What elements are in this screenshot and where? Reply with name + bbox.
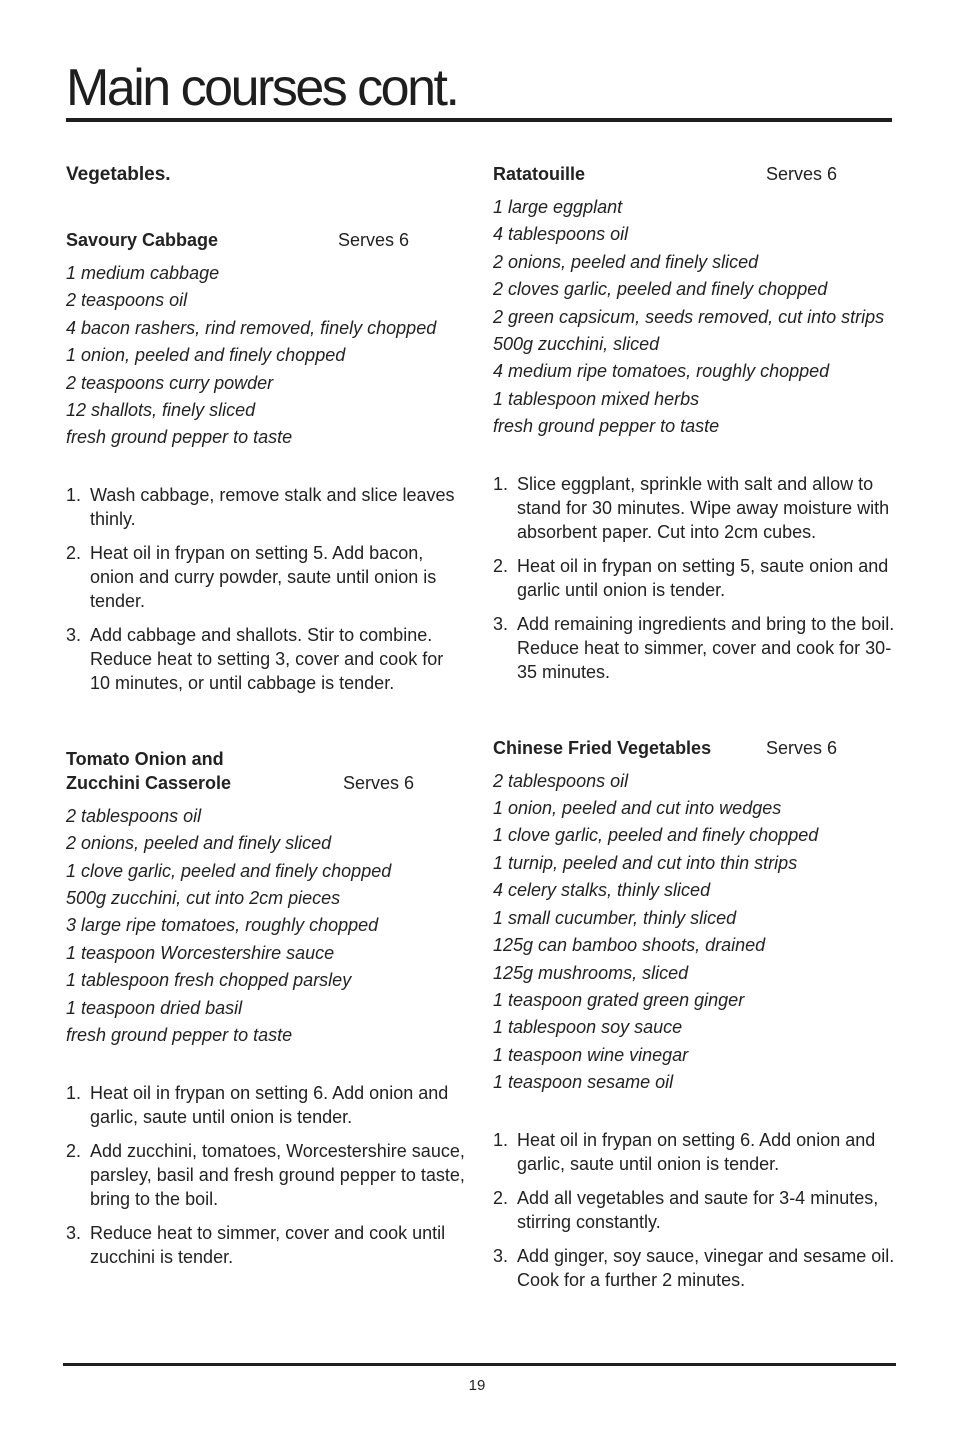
step-text: Add remaining ingredients and bring to the boil. Reduce heat to simmer, cover and cook for 30-35 minutes. bbox=[517, 613, 895, 682]
ingredient-item: 2 tablespoons oil bbox=[66, 805, 202, 826]
step-text: Heat oil in frypan on setting 5. Add bacon, onion and curry powder, saute until onion is tender. bbox=[90, 542, 437, 611]
ingredient-item: 1 onion, peeled and finely chopped bbox=[66, 345, 346, 366]
ingredient-item: 2 onions, peeled and finely sliced bbox=[66, 833, 332, 854]
recipe-name: Tomato Onion and Zucchini Casserole bbox=[66, 748, 232, 793]
header-divider bbox=[66, 118, 892, 122]
serves-label: Serves 6 bbox=[766, 164, 838, 184]
ingredient-item: 1 onion, peeled and cut into wedges bbox=[493, 798, 782, 819]
ingredient-item: 1 teaspoon sesame oil bbox=[493, 1072, 674, 1093]
step-text: Slice eggplant, sprinkle with salt and allow to stand for 30 minutes. Wipe away moisture with absorbent paper. Cut into 2cm cubes. bbox=[517, 473, 890, 542]
ingredient-item: 1 small cucumber, thinly sliced bbox=[493, 907, 737, 928]
method-step bbox=[66, 1221, 466, 1269]
step-text: Add ginger, soy sauce, vinegar and sesame oil. Cook for a further 2 minutes. bbox=[517, 1245, 895, 1290]
method-step bbox=[493, 472, 898, 544]
recipe-savoury-cabbage bbox=[66, 228, 466, 695]
ingredient-item: 500g zucchini, cut into 2cm pieces bbox=[66, 888, 341, 909]
step-number: 1. bbox=[493, 1129, 509, 1150]
method-step bbox=[493, 1186, 898, 1234]
ingredient-item: 125g mushrooms, sliced bbox=[493, 962, 689, 983]
ingredient-item: 1 teaspoon dried basil bbox=[66, 997, 243, 1018]
recipe-name: Chinese Fried Vegetables bbox=[493, 737, 712, 758]
method-step bbox=[66, 623, 466, 695]
recipe-name: Savoury Cabbage bbox=[66, 230, 219, 250]
ingredient-item: 2 tablespoons oil bbox=[493, 770, 629, 791]
step-number: 2. bbox=[66, 1140, 82, 1161]
ingredient-item: 1 tablespoon fresh chopped parsley bbox=[66, 970, 352, 991]
ingredient-item: 2 onions, peeled and finely sliced bbox=[493, 251, 759, 272]
method-step bbox=[493, 612, 898, 684]
ingredient-item: fresh ground pepper to taste bbox=[493, 416, 720, 437]
ingredient-list bbox=[493, 194, 898, 441]
ingredient-item: fresh ground pepper to taste bbox=[66, 427, 293, 448]
step-number: 2. bbox=[493, 1187, 509, 1208]
ingredient-item: 1 clove garlic, peeled and finely chopped bbox=[66, 860, 392, 881]
step-text: Reduce heat to simmer, cover and cook until zucchini is tender. bbox=[90, 1222, 446, 1267]
recipe-header bbox=[66, 228, 466, 252]
ingredient-item: 2 green capsicum, seeds removed, cut into strips bbox=[493, 306, 885, 327]
step-number: 3. bbox=[66, 624, 82, 645]
ingredient-item: 3 large ripe tomatoes, roughly chopped bbox=[66, 915, 379, 936]
method-steps bbox=[66, 483, 466, 695]
page-number: 19 bbox=[468, 1377, 486, 1394]
ingredient-item: 125g can bamboo shoots, drained bbox=[493, 935, 766, 956]
recipe-name: Ratatouille bbox=[493, 164, 586, 184]
method-step bbox=[66, 1139, 466, 1211]
ingredient-item: 1 large eggplant bbox=[493, 197, 623, 217]
recipe-header bbox=[493, 162, 898, 186]
step-number: 2. bbox=[493, 555, 509, 576]
ingredient-item: 1 clove garlic, peeled and finely chopped bbox=[493, 825, 819, 846]
ingredient-list bbox=[66, 260, 466, 452]
method-step bbox=[493, 1128, 898, 1176]
ingredient-item: 1 tablespoon soy sauce bbox=[493, 1017, 683, 1038]
page-title: Main courses cont. bbox=[66, 59, 458, 117]
ingredient-item: 4 medium ripe tomatoes, roughly chopped bbox=[493, 361, 830, 382]
recipe-ratatouille bbox=[493, 162, 898, 684]
left-column bbox=[66, 162, 466, 1279]
serves-label: Serves 6 bbox=[766, 737, 838, 758]
ingredient-item: fresh ground pepper to taste bbox=[66, 1025, 293, 1046]
recipe-header bbox=[66, 747, 466, 795]
step-text: Add zucchini, tomatoes, Worcestershire sauce, parsley, basil and fresh ground pepper to taste, bring to the boil. bbox=[90, 1140, 465, 1209]
ingredient-item: 1 tablespoon mixed herbs bbox=[493, 388, 700, 409]
method-step bbox=[493, 554, 898, 602]
step-text: Add all vegetables and saute for 3-4 minutes, stirring constantly. bbox=[517, 1187, 879, 1232]
ingredient-list bbox=[66, 803, 466, 1050]
method-step bbox=[66, 483, 466, 531]
step-text: Heat oil in frypan on setting 6. Add onion and garlic, saute until onion is tender. bbox=[90, 1082, 449, 1127]
step-text: Heat oil in frypan on setting 5, saute onion and garlic until onion is tender. bbox=[517, 555, 889, 600]
step-number: 2. bbox=[66, 542, 82, 563]
recipe-header bbox=[493, 736, 898, 760]
method-steps bbox=[66, 1081, 466, 1269]
serves-label: Serves 6 bbox=[343, 772, 415, 793]
ingredient-item: 4 celery stalks, thinly sliced bbox=[493, 880, 711, 901]
ingredient-item: 1 medium cabbage bbox=[66, 263, 220, 283]
step-number: 1. bbox=[66, 1082, 82, 1103]
method-steps bbox=[493, 1128, 898, 1292]
serves-label: Serves 6 bbox=[338, 230, 410, 250]
ingredient-item: 12 shallots, finely sliced bbox=[66, 400, 256, 421]
section-heading: Vegetables. bbox=[66, 164, 171, 185]
footer-divider bbox=[63, 1363, 896, 1366]
step-text: Add cabbage and shallots. Stir to combine. Reduce heat to setting 3, cover and cook for 10 minutes, or until cabbage is tender. bbox=[90, 624, 444, 693]
step-number: 3. bbox=[66, 1222, 82, 1243]
ingredient-item: 1 turnip, peeled and cut into thin strips bbox=[493, 852, 798, 873]
step-text: Heat oil in frypan on setting 6. Add onion and garlic, saute until onion is tender. bbox=[517, 1129, 876, 1174]
step-number: 1. bbox=[66, 484, 82, 505]
method-step bbox=[493, 1244, 898, 1292]
ingredient-item: 1 teaspoon grated green ginger bbox=[493, 989, 745, 1010]
ingredient-item: 1 teaspoon wine vinegar bbox=[493, 1044, 689, 1065]
method-steps bbox=[493, 472, 898, 684]
ingredient-item: 2 teaspoons curry powder bbox=[66, 372, 274, 393]
right-column bbox=[493, 162, 898, 1302]
recipe-chinese-fried-vegetables bbox=[493, 736, 898, 1292]
ingredient-item: 500g zucchini, sliced bbox=[493, 334, 660, 355]
ingredient-item: 2 cloves garlic, peeled and finely chopped bbox=[493, 279, 828, 300]
ingredient-item: 4 tablespoons oil bbox=[493, 224, 629, 245]
recipe-tomato-onion-zucchini-casserole bbox=[66, 747, 466, 1269]
ingredient-item: 2 teaspoons oil bbox=[66, 290, 188, 311]
ingredient-item: 1 teaspoon Worcestershire sauce bbox=[66, 942, 335, 963]
ingredient-item: 4 bacon rashers, rind removed, finely chopped bbox=[66, 317, 437, 338]
step-text: Wash cabbage, remove stalk and slice leaves thinly. bbox=[90, 484, 455, 529]
method-step bbox=[66, 1081, 466, 1129]
step-number: 1. bbox=[493, 473, 509, 494]
ingredient-list bbox=[493, 768, 898, 1097]
method-step bbox=[66, 541, 466, 613]
step-number: 3. bbox=[493, 613, 509, 634]
step-number: 3. bbox=[493, 1245, 509, 1266]
